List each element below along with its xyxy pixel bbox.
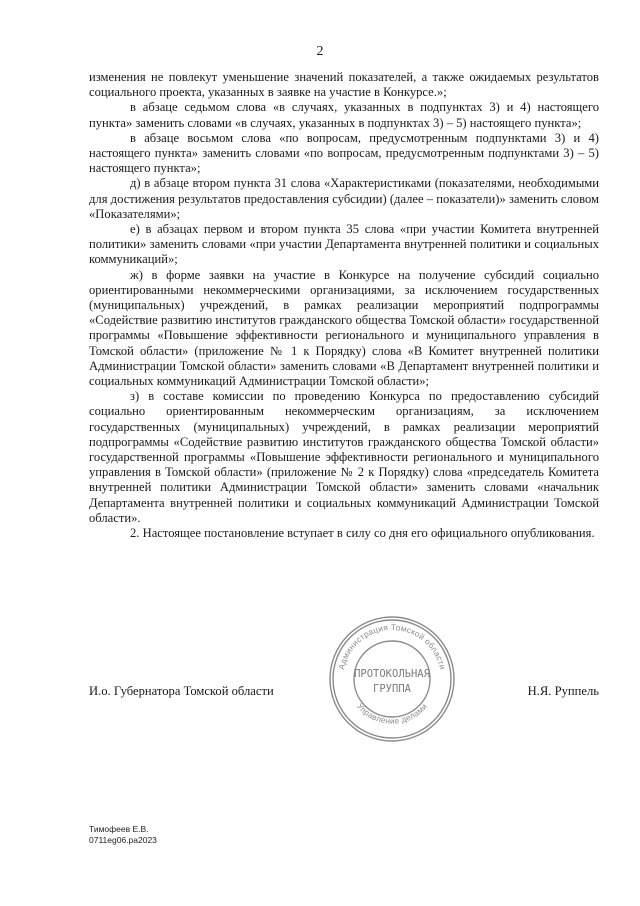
paragraph-continuation: изменения не повлекут уменьшение значений показателей, а также ожидаемых результатов социального проекта, указанных в заявке на участие в Конкурсе.»;: [89, 70, 599, 100]
paragraph-item-e: е) в абзацах первом и втором пункта 35 слова «при участии Комитета внутренней политики» заменить словами «при участии Департамента внутренней политики и социальных коммуникаций»;: [89, 222, 599, 267]
stamp-bottom-text: Управление делами: [354, 701, 430, 726]
footer-author: Тимофеев Е.В.: [89, 824, 149, 834]
protocol-group-stamp: [327, 614, 457, 744]
page-number: 2: [316, 44, 324, 59]
paragraph-item-d: д) в абзаце втором пункта 31 слова «Характеристиками (показателями, необходимыми для достижения результатов предоставления субсидии) (далее – показатели)» заменить словом «Показателями»;: [89, 176, 599, 221]
paragraph-item-zh: ж) в форме заявки на участие в Конкурсе на получение субсидий социально ориентированными некоммерческими организациями, за исключением государственных (муниципальных) учреждений, в рамках реализации мероприятий подпрограммы «Содействие развитию институтов гражданского общества Томской области» государственной программы «Повышение эффективности регионального и муниципального управления в Томской области» (приложение № 1 к Порядку) слова «В Комитет внутренней политики Администрации Томской области» заменить словами «В Департамент внутренней политики и социальных коммуникаций Администрации Томской области»;: [89, 267, 599, 389]
paragraph-abzac-8: в абзаце восьмом слова «по вопросам, предусмотренным подпунктами 3) и 4) настоящего пункта» заменить словами «по вопросам, предусмотренным подпунктами 3) – 5) настоящего пункта»;: [89, 130, 599, 176]
footer-doc-code: 0711eg06.pa2023: [89, 835, 157, 845]
signatory-name: Н.Я. Руппель: [527, 684, 599, 698]
paragraph-item-z: з) в составе комиссии по проведению Конкурса по предоставлению субсидий социально ориентированным некоммерческим организациям, за исключением государственных (муниципальных) учреждений, в рамках реализации мероприятий подпрограммы «Содействие развитию институтов гражданского общества Томской области» государственной программы «Повышение эффективности регионального и муниципального управления в Томской области» (приложение № 2 к Порядку) слова «председатель Комитета внутренней политики Администрации Томской области» заменить словами «начальник Департамента внутренней политики и социальных коммуникаций Администрации Томской области».: [89, 389, 599, 525]
stamp-center-line-2: ГРУППА: [373, 683, 411, 695]
svg-text:Управление делами: [355, 702, 429, 726]
stamp-center-line-1: ПРОТОКОЛЬНАЯ: [354, 668, 430, 680]
signature-block: [89, 684, 599, 699]
signatory-position: И.о. Губернатора Томской области: [89, 684, 274, 698]
paragraph-abzac-7: в абзаце седьмом слова «в случаях, указанных в подпунктах 3) и 4) настоящего пункта» заменить словами «в случаях, указанных в подпунктах 3) – 5) настоящего пункта»;: [89, 100, 599, 130]
document-body: [89, 70, 599, 541]
stamp-ring-text: Администрация Томской области: [336, 622, 448, 671]
document-footer: [89, 824, 157, 846]
paragraph-section-2: 2. Настоящее постановление вступает в силу со дня его официального опубликования.: [130, 526, 595, 541]
